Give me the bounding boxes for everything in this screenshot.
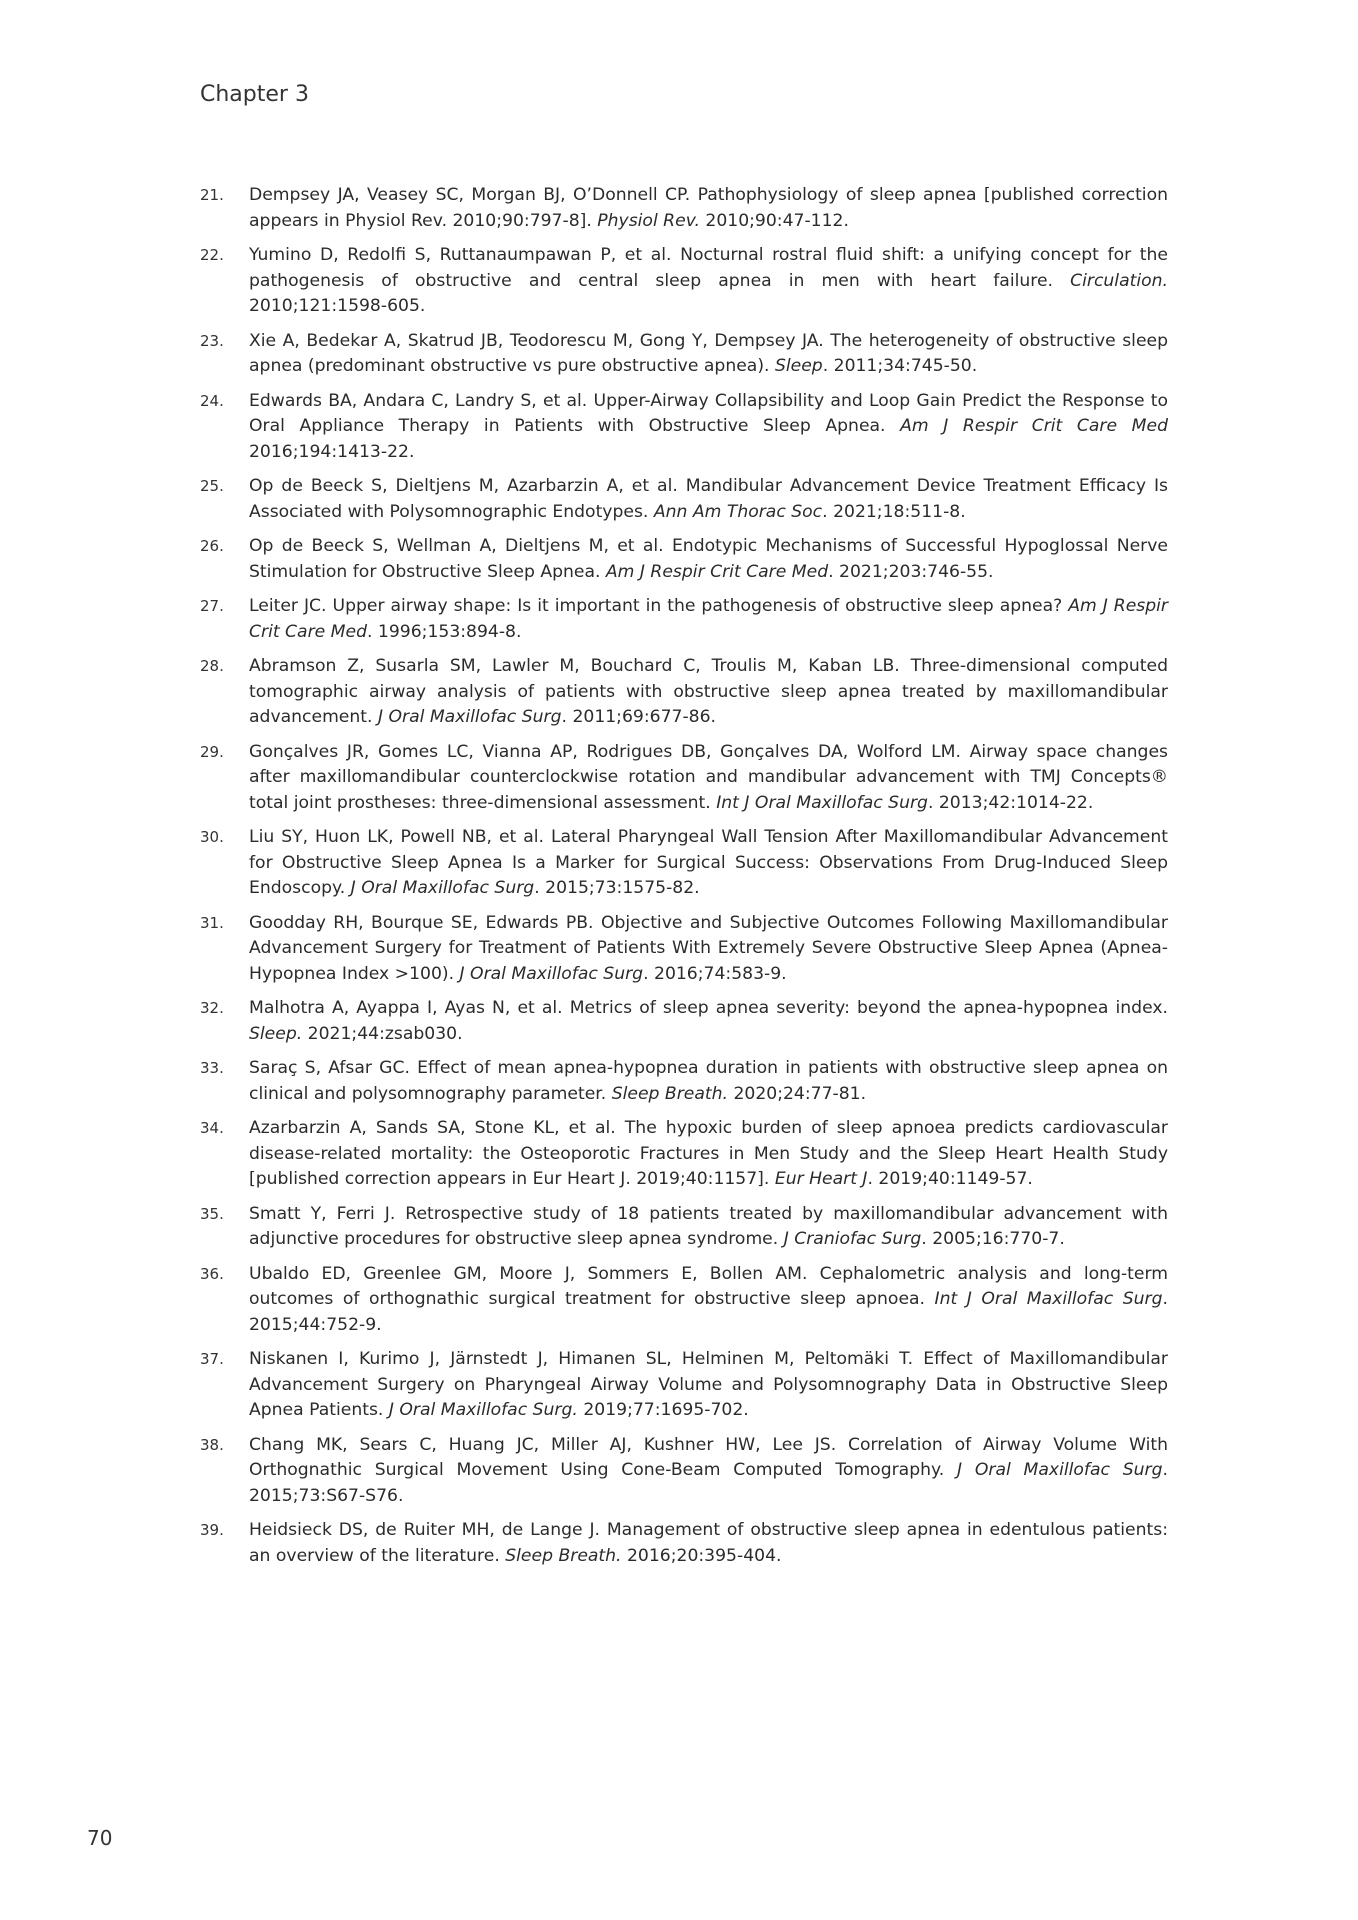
reference-body: Goodday RH, Bourque SE, Edwards PB. Objective and Subjective Outcomes Following Maxillomandibular Advancement Surgery for Treatment of Patients With Extremely Severe Obstructive Sleep Apnea (Apnea-Hypopnea Index >100). bbox=[249, 912, 1168, 984]
reference-citation: . 2015;73:1575-82. bbox=[534, 878, 700, 898]
reference-number: 32. bbox=[200, 999, 224, 1017]
reference-item bbox=[200, 389, 1168, 466]
journal-name: Physiol Rev. bbox=[597, 210, 700, 231]
journal-name: Sleep Breath. bbox=[611, 1083, 728, 1104]
journal-name: J Oral Maxillofac Surg bbox=[377, 707, 562, 727]
journal-name: J Oral Maxillofac Surg bbox=[459, 963, 644, 984]
reference-number: 39. bbox=[200, 1521, 224, 1539]
reference-item bbox=[200, 825, 1168, 902]
reference-body: Azarbarzin A, Sands SA, Stone KL, et al. The hypoxic burden of sleep apnoea predicts cardiovascular disease-related mortality: the Osteoporotic Fractures in Men Study and the Sleep Heart Health Study [published correction appears in Eur Heart J. 2019;40:1157]. bbox=[249, 1118, 1168, 1189]
journal-name: Ann Am Thorac Soc bbox=[653, 501, 823, 522]
reference-citation: . 2015;73:S67-S76. bbox=[249, 1460, 1168, 1506]
reference-number: 27. bbox=[200, 597, 224, 615]
reference-citation: . 2015;44:752-9. bbox=[249, 1289, 1168, 1335]
reference-number: 35. bbox=[200, 1204, 224, 1223]
reference-body: Ubaldo ED, Greenlee GM, Moore J, Sommers E, Bollen AM. Cephalometric analysis and long-term outcomes of orthognathic surgical treatment for obstructive sleep apnoea. bbox=[249, 1263, 1168, 1309]
reference-number: 31. bbox=[200, 913, 224, 932]
reference-number: 33. bbox=[200, 1059, 224, 1077]
reference-body: Leiter JC. Upper airway shape: Is it important in the pathogenesis of obstructive sleep apnea? bbox=[249, 596, 1069, 616]
reference-text bbox=[249, 329, 1168, 380]
reference-text bbox=[249, 389, 1168, 466]
reference-item bbox=[200, 474, 1168, 525]
reference-item bbox=[200, 1347, 1168, 1424]
reference-body: Yumino D, Redolfi S, Ruttanaumpawan P, et al. Nocturnal rostral fluid shift: a unifying concept for the pathogenesis of obstructive and central sleep apnea in men with heart failure. bbox=[249, 245, 1168, 291]
reference-item bbox=[200, 329, 1168, 380]
reference-body: Dempsey JA, Veasey SC, Morgan BJ, O’Donnell CP. Pathophysiology of sleep apnea [published correction appears in Physiol Rev. 2010;90:797-8]. bbox=[249, 185, 1168, 231]
reference-number: 34. bbox=[200, 1119, 224, 1137]
reference-citation: 2019;77:1695-702. bbox=[577, 1400, 749, 1420]
reference-body: Malhotra A, Ayappa I, Ayas N, et al. Metrics of sleep apnea severity: beyond the apnea-hypopnea index. bbox=[249, 998, 1168, 1018]
reference-item bbox=[200, 1518, 1168, 1569]
reference-text bbox=[249, 654, 1168, 731]
journal-name: Sleep bbox=[774, 356, 823, 376]
reference-text bbox=[249, 183, 1168, 234]
reference-number: 30. bbox=[200, 828, 224, 846]
reference-text bbox=[249, 825, 1168, 902]
reference-body: Heidsieck DS, de Ruiter MH, de Lange J. Management of obstructive sleep apnea in edentulous patients: an overview of the literature. bbox=[249, 1520, 1168, 1566]
chapter-header: Chapter 3 bbox=[200, 82, 309, 107]
reference-body: Smatt Y, Ferri J. Retrospective study of 18 patients treated by maxillomandibular advancement with adjunctive procedures for obstructive sleep apnea syndrome. bbox=[249, 1203, 1168, 1249]
journal-name: Sleep. bbox=[249, 1023, 303, 1044]
reference-citation: . 2011;69:677-86. bbox=[561, 707, 716, 727]
journal-name: Int J Oral Maxillofac Surg bbox=[934, 1289, 1163, 1309]
reference-text bbox=[249, 534, 1168, 585]
reference-body: Op de Beeck S, Dieltjens M, Azarbarzin A, et al. Mandibular Advancement Device Treatment Efficacy Is Associated with Polysomnographic Endotypes. bbox=[249, 476, 1168, 522]
reference-number: 29. bbox=[200, 742, 224, 761]
reference-text bbox=[249, 996, 1168, 1047]
reference-citation: . 2021;18:511-8. bbox=[822, 501, 966, 522]
reference-text bbox=[249, 1202, 1168, 1253]
reference-citation: 2010;121:1598-605. bbox=[249, 296, 426, 316]
reference-body: Niskanen I, Kurimo J, Järnstedt J, Himanen SL, Helminen M, Peltomäki T. Effect of Maxillomandibular Advancement Surgery on Pharyngeal Airway Volume and Polysomnography Data in Obstructive Sleep Apnea Patients. bbox=[249, 1349, 1168, 1420]
reference-citation: . 2016;74:583-9. bbox=[643, 963, 787, 984]
journal-name: Am J Respir Crit Care Med bbox=[249, 596, 1168, 642]
reference-citation: 2021;44:zsab030. bbox=[302, 1023, 463, 1044]
reference-body: Abramson Z, Susarla SM, Lawler M, Bouchard C, Troulis M, Kaban LB. Three-dimensional computed tomographic airway analysis of patients with obstructive sleep apnea treated by maxillomandibular advancement. bbox=[249, 656, 1168, 727]
reference-body: Xie A, Bedekar A, Skatrud JB, Teodorescu M, Gong Y, Dempsey JA. The heterogeneity of obstructive sleep apnea (predominant obstructive vs pure obstructive apnea). bbox=[249, 330, 1168, 376]
reference-number: 23. bbox=[200, 331, 224, 350]
reference-text bbox=[249, 1262, 1168, 1339]
reference-number: 24. bbox=[200, 391, 224, 410]
journal-name: Circulation. bbox=[1070, 270, 1168, 291]
reference-text bbox=[249, 740, 1168, 817]
journal-name: Int J Oral Maxillofac Surg bbox=[716, 792, 928, 813]
reference-text bbox=[249, 1116, 1168, 1193]
reference-number: 26. bbox=[200, 537, 224, 555]
reference-item bbox=[200, 594, 1168, 645]
reference-item bbox=[200, 654, 1168, 731]
reference-body: Saraç S, Afsar GC. Effect of mean apnea-hypopnea duration in patients with obstructive sleep apnea on clinical and polysomnography parameter. bbox=[249, 1058, 1168, 1104]
reference-number: 37. bbox=[200, 1350, 224, 1368]
reference-citation: . 1996;153:894-8. bbox=[367, 621, 522, 642]
reference-text bbox=[249, 474, 1168, 525]
reference-number: 28. bbox=[200, 657, 224, 675]
journal-name: J Craniofac Surg bbox=[783, 1229, 922, 1249]
reference-item bbox=[200, 243, 1168, 320]
journal-name: Sleep Breath. bbox=[505, 1545, 622, 1566]
reference-item bbox=[200, 996, 1168, 1047]
reference-item bbox=[200, 1056, 1168, 1107]
journal-name: Am J Respir Crit Care Med bbox=[900, 416, 1168, 436]
journal-name: Am J Respir Crit Care Med bbox=[605, 561, 829, 582]
reference-text bbox=[249, 594, 1168, 645]
journal-name: J Oral Maxillofac Surg bbox=[956, 1460, 1163, 1480]
reference-citation: . 2021;203:746-55. bbox=[828, 561, 994, 582]
reference-list bbox=[200, 183, 1168, 1578]
reference-text bbox=[249, 1433, 1168, 1510]
reference-text bbox=[249, 1518, 1168, 1569]
reference-text bbox=[249, 243, 1168, 320]
reference-text bbox=[249, 911, 1168, 988]
reference-item bbox=[200, 183, 1168, 234]
reference-item bbox=[200, 740, 1168, 817]
reference-body: Liu SY, Huon LK, Powell NB, et al. Lateral Pharyngeal Wall Tension After Maxillomandibular Advancement for Obstructive Sleep Apnea Is a Marker for Surgical Success: Observations From Drug-Induced Sleep Endoscopy. bbox=[249, 827, 1168, 898]
journal-name: J Oral Maxillofac Surg. bbox=[388, 1400, 578, 1420]
reference-body: Edwards BA, Andara C, Landry S, et al. Upper-Airway Collapsibility and Loop Gain Predict the Response to Oral Appliance Therapy in Patients with Obstructive Sleep Apnea. bbox=[249, 390, 1168, 436]
reference-item bbox=[200, 1116, 1168, 1193]
page-number: 70 bbox=[87, 1826, 113, 1850]
reference-citation: 2020;24:77-81. bbox=[728, 1083, 867, 1104]
reference-citation: . 2019;40:1149-57. bbox=[867, 1169, 1033, 1189]
reference-citation: . 2005;16:770-7. bbox=[921, 1229, 1065, 1249]
reference-item bbox=[200, 1262, 1168, 1339]
reference-number: 25. bbox=[200, 477, 224, 495]
reference-body: Chang MK, Sears C, Huang JC, Miller AJ, Kushner HW, Lee JS. Correlation of Airway Volume With Orthognathic Surgical Movement Using Cone-Beam Computed Tomography. bbox=[249, 1434, 1168, 1480]
reference-text bbox=[249, 1056, 1168, 1107]
reference-citation: . 2011;34:745-50. bbox=[822, 356, 978, 376]
reference-citation: . 2013;42:1014-22. bbox=[927, 792, 1094, 813]
reference-number: 21. bbox=[200, 186, 224, 204]
reference-text bbox=[249, 1347, 1168, 1424]
reference-number: 36. bbox=[200, 1264, 224, 1283]
reference-item bbox=[200, 1202, 1168, 1253]
reference-body: Gonçalves JR, Gomes LC, Vianna AP, Rodrigues DB, Gonçalves DA, Wolford LM. Airway space changes after maxillomandibular counterclockwise rotation and mandibular advancement with TMJ Concepts® total joint prostheses: three-dimensional assessment. bbox=[249, 741, 1168, 813]
reference-citation: 2016;20:395-404. bbox=[621, 1545, 782, 1566]
reference-item bbox=[200, 1433, 1168, 1510]
reference-item bbox=[200, 911, 1168, 988]
reference-body: Op de Beeck S, Wellman A, Dieltjens M, et al. Endotypic Mechanisms of Successful Hypoglossal Nerve Stimulation for Obstructive Sleep Apnea. bbox=[249, 536, 1168, 582]
reference-citation: 2016;194:1413-22. bbox=[249, 441, 415, 462]
reference-citation: 2010;90:47-112. bbox=[699, 210, 849, 231]
journal-name: Eur Heart J bbox=[774, 1169, 868, 1189]
journal-name: J Oral Maxillofac Surg bbox=[350, 878, 535, 898]
reference-number: 38. bbox=[200, 1435, 224, 1454]
reference-number: 22. bbox=[200, 246, 224, 264]
reference-item bbox=[200, 534, 1168, 585]
